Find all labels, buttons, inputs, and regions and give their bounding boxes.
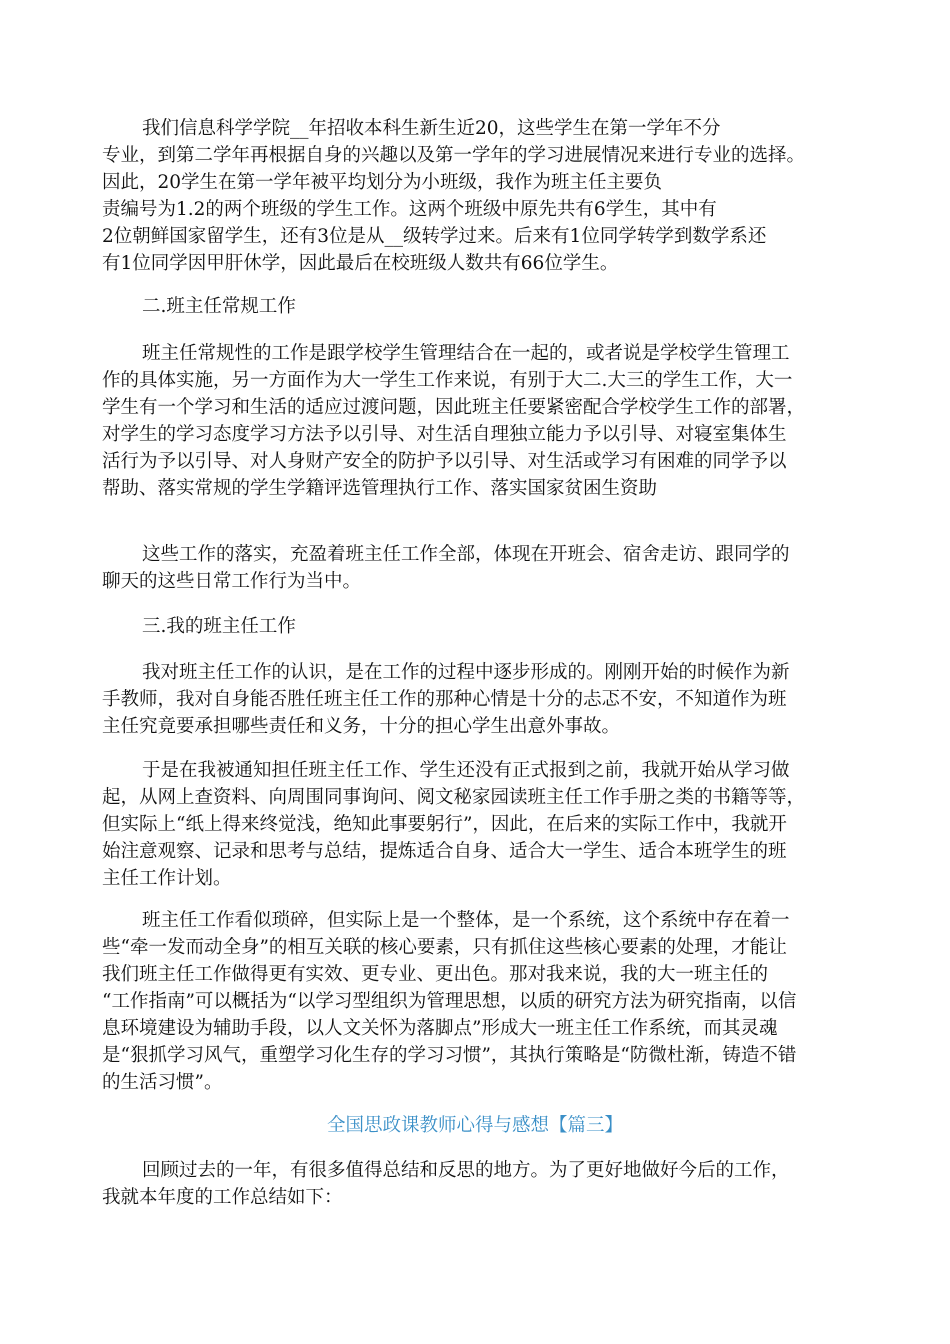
text-line: 活行为予以引导、对人身财产安全的防护予以引导、对生活或学习有困难的同学予以	[102, 451, 787, 472]
text-line: 我就本年度的工作总结如下：	[102, 1187, 343, 1208]
text-line: 息环境建设为辅助手段，以人文关怀为落脚点”形成大一班主任工作系统，而其灵魂	[102, 1018, 778, 1039]
text-line: 于是在我被通知担任班主任工作、学生还没有正式报到之前，我就开始从学习做	[142, 760, 790, 781]
text-line: 是“狠抓学习风气，重塑学习化生存的学习习惯”，其执行策略是“防微杜渐，铸造不错	[102, 1045, 797, 1066]
text-line: 帮助、落实常规的学生学籍评选管理执行工作、落实国家贫困生资助	[102, 478, 658, 499]
text-line: 这些工作的落实，充盈着班主任工作全部，体现在开班会、宿舍走访、跟同学的	[142, 544, 790, 565]
text-line: 回顾过去的一年，有很多值得总结和反思的地方。为了更好地做好今后的工作，	[142, 1160, 790, 1181]
text-line: 起，从网上查资料、向周围同事询问、阅文秘家园读班主任工作手册之类的书籍等等，	[102, 787, 806, 808]
text-line: 责编号为1.2的两个班级的学生工作。这两个班级中原先共有6学生，其中有	[102, 199, 717, 220]
text-line: 班主任工作看似琐碎，但实际上是一个整体，是一个系统，这个系统中存在着一	[142, 910, 790, 931]
text-line: 始注意观察、记录和思考与总结，提炼适合自身、适合大一学生、适合本班学生的班	[102, 841, 787, 862]
text-line: 因此，20学生在第一学年被平均划分为小班级，我作为班主任主要负	[102, 172, 663, 193]
text-line: 有1位同学因甲肝休学，因此最后在校班级人数共有66位学生。	[102, 253, 619, 274]
text-line: 的生活习惯”。	[102, 1072, 223, 1093]
article-part-heading: 全国思政课教师心得与感想【篇三】	[326, 1115, 623, 1136]
text-line: 主任究竟要承担哪些责任和义务，十分的担心学生出意外事故。	[102, 716, 621, 737]
text-line: 聊天的这些日常工作行为当中。	[102, 571, 362, 592]
text-line: 主任工作计划。	[102, 868, 232, 889]
text-line: 作的具体实施，另一方面作为大一学生工作来说，有别于大二.大三的学生工作，大一	[102, 370, 793, 391]
text-line: 学生有一个学习和生活的适应过渡问题，因此班主任要紧密配合学校学生工作的部署，	[102, 397, 806, 418]
text-line: “工作指南”可以概括为“以学习型组织为管理思想，以质的研究方法为研究指南，以信	[102, 991, 797, 1012]
text-line: 手教师，我对自身能否胜任班主任工作的那种心情是十分的忐忑不安，不知道作为班	[102, 689, 787, 710]
text-line: 专业，到第二学年再根据自身的兴趣以及第一学年的学习进展情况来进行专业的选择。	[102, 145, 806, 166]
text-line: 班主任常规性的工作是跟学校学生管理结合在一起的，或者说是学校学生管理工	[142, 343, 790, 364]
text-line: 但实际上“纸上得来终觉浅，绝知此事要躬行”，因此，在后来的实际工作中，我就开	[102, 814, 787, 835]
text-line: 我们信息科学学院__年招收本科生新生近20，这些学生在第一学年不分	[142, 118, 721, 139]
heading-text: 二.班主任常规工作	[142, 296, 296, 317]
text-line: 我对班主任工作的认识，是在工作的过程中逐步形成的。刚刚开始的时候作为新	[142, 662, 790, 683]
text-line: 我们班主任工作做得更有实效、更专业、更出色。那对我来说，我的大一班主任的	[102, 964, 769, 985]
text-line: 些“牵一发而动全身”的相互关联的核心要素，只有抓住这些核心要素的处理，才能让	[102, 937, 787, 958]
text-line: 对学生的学习态度学习方法予以引导、对生活自理独立能力予以引导、对寝室集体生	[102, 424, 787, 445]
text-line: 2位朝鲜国家留学生，还有3位是从__级转学过来。后来有1位同学转学到数学系还	[102, 226, 767, 247]
heading-text: 三.我的班主任工作	[142, 616, 296, 637]
